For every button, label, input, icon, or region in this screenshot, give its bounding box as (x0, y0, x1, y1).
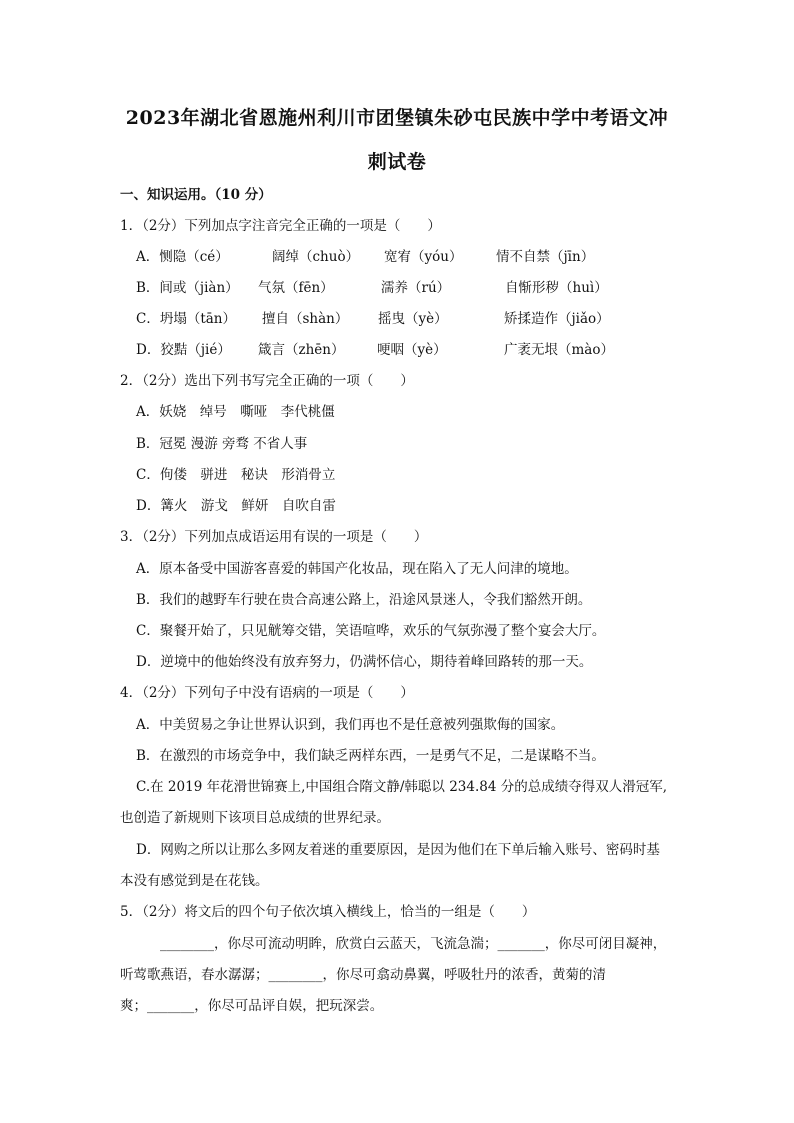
question-3-option-b: B．我们的越野车行驶在贵合高速公路上，沿途风景迷人，令我们豁然开朗。 (136, 592, 592, 608)
question-2-stem: 2．（2分）选出下列书写完全正确的一项（ ） (120, 373, 414, 389)
question-2-option-b: B．冠冕 漫游 旁骛 不省人事 (136, 436, 308, 452)
option-cell: C．坍塌（tān） (136, 311, 236, 327)
question-1-stem: 1．（2分）下列加点字注音完全正确的一项是（ ） (120, 218, 441, 234)
option-cell: 情不自禁（jīn） (496, 249, 595, 265)
option-cell: 阔绰（chuò） (272, 249, 360, 265)
question-5-stem: 5．（2分）将文后的四个句子依次填入横线上，恰当的一组是（ ） (120, 904, 536, 920)
option-cell: 哽咽（yè） (377, 342, 447, 358)
section-heading: 一、知识运用。（10 分） (120, 187, 272, 203)
option-cell: 濡养（rú） (381, 280, 451, 296)
option-cell: 矫揉造作（jiǎo） (504, 311, 610, 327)
option-cell: 摇曳（yè） (378, 311, 448, 327)
exam-title-line1: 2023年湖北省恩施州利川市团堡镇朱砂屯民族中学中考语文冲 (125, 107, 669, 129)
question-2-option-c: C．佝偻 骈进 秘诀 形消骨立 (136, 467, 336, 483)
exam-title-line2: 刺试卷 (367, 151, 427, 173)
question-2-option-d: D．篝火 游戈 鲜妍 自吹自雷 (136, 498, 336, 514)
option-cell: 广袤无垠（mào） (504, 342, 614, 358)
question-4-option-d-line2: 本没有感觉到是在花钱。 (120, 873, 269, 889)
option-cell: 箴言（zhēn） (258, 342, 345, 358)
question-3-option-a: A．原本备受中国游客喜爱的韩国产化妆品，现在陷入了无人问津的境地。 (136, 561, 578, 577)
question-4-option-a: A．中美贸易之争让世界认识到，我们再也不是任意被列强欺侮的国家。 (136, 717, 565, 733)
question-5-passage-line3: 爽；_______，你尽可品评自娱，把玩深尝。 (120, 998, 384, 1014)
question-3-stem: 3．（2分）下列加点成语运用有误的一项是（ ） (120, 529, 428, 545)
question-5-passage-line1: ________，你尽可流动明眸，欣赏白云蓝天，飞流急湍；_______，你尽可闭目凝神， (160, 936, 667, 952)
option-cell: D．狡黠（jié） (136, 342, 231, 358)
question-3-option-c: C．聚餐开始了，只见觥筹交错，笑语喧哗，欢乐的气氛弥漫了整个宴会大厅。 (136, 623, 606, 639)
option-cell: A．恻隐（cé） (136, 249, 229, 265)
option-cell: 擅自（shàn） (262, 311, 349, 327)
option-cell: 宽宥（yóu） (384, 249, 463, 265)
question-2-option-a: A．妖娆 绰号 嘶哑 李代桃僵 (136, 404, 335, 420)
option-cell: B．间或（jiàn） (136, 280, 239, 296)
question-4-option-c-line2: 也创造了新规则下该项目总成绩的世界纪录。 (120, 810, 390, 826)
option-cell: 气氛（fēn） (258, 280, 334, 296)
question-4-option-d-line1: D．网购之所以让那么多网友着迷的重要原因，是因为他们在下单后输入账号、密码时基 (136, 842, 660, 858)
option-cell: 自惭形秽（huì） (505, 280, 608, 296)
question-4-stem: 4．（2分）下列句子中没有语病的一项是（ ） (120, 685, 414, 701)
question-4-option-c-line1: C.在 2019 年花滑世锦赛上,中国组合隋文静/韩聪以 234.84 分的总成绩夺得双人滑冠军, (136, 779, 668, 795)
question-5-passage-line2: 听莺歌燕语，春水潺潺；________，你尽可翕动鼻翼，呼吸牡丹的浓香，黄菊的清 (120, 967, 606, 983)
question-4-option-b: B．在激烈的市场竞争中，我们缺乏两样东西，一是勇气不足，二是谋略不当。 (136, 748, 605, 764)
question-3-option-d: D．逆境中的他始终没有放弃努力，仍满怀信心，期待着峰回路转的那一天。 (136, 654, 593, 670)
